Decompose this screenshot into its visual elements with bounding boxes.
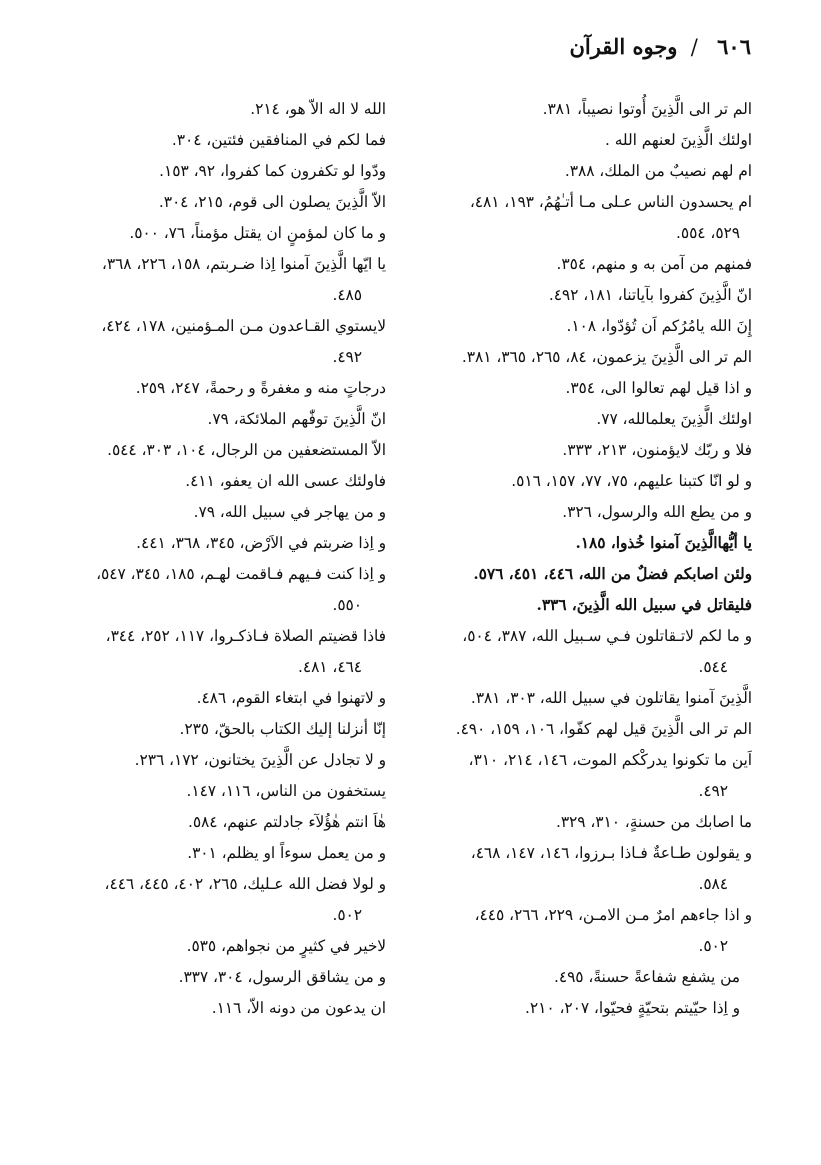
index-column-right: [432, 94, 752, 1024]
index-entry: من يشفع شفاعةً حسنةً، ٤٩٥.: [553, 968, 740, 986]
index-entry: و من يشاقق الرسول، ٣٠٤، ٣٣٧.: [178, 968, 386, 986]
index-entry: ما اصابك من حسنةٍ، ٣١٠، ٣٢٩.: [555, 813, 752, 831]
index-entry: فاذا قضيتم الصلاة فـاذكـروا، ١١٧، ٢٥٢، ٣٤٤،: [105, 627, 386, 645]
book-title: وجوه القرآن: [569, 34, 678, 59]
index-entry-continuation: ٤٩٢.: [332, 348, 362, 366]
index-entry: الم تر الى الَّذِينَ قيل لهم كفّوا، ١٠٦، ١٥٩، ٤٩٠.: [455, 720, 752, 738]
index-entry: فليقاتل في سبيل الله الَّذِينَ، ٣٣٦.: [536, 596, 752, 614]
index-entry: الله لا اله الاّ هو، ٢١٤.: [250, 100, 386, 118]
index-entry: اولئك الَّذِينَ يعلمالله، ٧٧.: [596, 410, 752, 428]
index-entry: و من يطع الله والرسول، ٣٢٦.: [562, 503, 752, 521]
index-entry: الاّ الَّذِينَ يصلون الى قوم، ٢١٥، ٣٠٤.: [158, 193, 386, 211]
index-entry: و اذا قيل لهم تعالوا الى، ٣٥٤.: [565, 379, 752, 397]
index-entry-continuation: ٤٩٢.: [698, 782, 728, 800]
index-entry: فاولئك عسى الله ان يعفو، ٤١١.: [185, 472, 386, 490]
index-entry: انّ الَّذِينَ توفّٰهم الملائكة، ٧٩.: [207, 410, 386, 428]
index-entry: و من يعمل سوءاً او يظلم، ٣٠١.: [187, 844, 386, 862]
index-entry: ام يحسدون الناس عـلى مـا أتـٰهُمُ، ١٩٣، ٤٨١،: [469, 193, 752, 211]
index-entry-continuation: ٥٢٩، ٥٥٤.: [676, 224, 740, 242]
index-entry: و لا تجادل عن الَّذِينَ يختانون، ١٧٢، ٢٣٦.: [134, 751, 386, 769]
index-entry: و ما كان لمؤمنٍ ان يقتل مؤمناً، ٧٦، ٥٠٠.: [129, 224, 386, 242]
index-entry-continuation: ٥٠٢.: [332, 906, 362, 924]
index-entry: الم تر الى الَّذِينَ أُوتوا نصيباً، ٣٨١.: [542, 100, 752, 118]
index-entry: ام لهم نصيبٌ من الملك، ٣٨٨.: [564, 162, 752, 180]
index-entry: الم تر الى الَّذِينَ يزعمون، ٨٤، ٢٦٥، ٣٦٥، ٣٨١.: [461, 348, 752, 366]
index-entry: و اِذا حيّيتم بتحيّةٍ فحيّوا، ٢٠٧، ٢١٠.: [525, 999, 740, 1017]
index-entry: يا ايّها الَّذِينَ آمنوا اِذا ضـربتم، ١٥٨، ٢٢٦، ٣٦٨،: [101, 255, 386, 273]
index-entry: لاخير في كثيرٍ من نجواهم، ٥٣٥.: [186, 937, 386, 955]
index-entry: فما لكم في المنافقين فئتين، ٣٠٤.: [171, 131, 386, 149]
index-entry: اولئك الَّذِينَ لعنهم الله .: [604, 131, 752, 149]
index-entry-continuation: ٥٨٤.: [698, 875, 728, 893]
index-entry: و من يهاجر في سبيل الله، ٧٩.: [193, 503, 386, 521]
index-entry: ان يدعون من دونه الاّ، ١١٦.: [211, 999, 386, 1017]
index-entry: انّ الَّذِينَ كفروا بآياتنا، ١٨١، ٤٩٢.: [548, 286, 752, 304]
index-entry: إِنَ الله يامُرُكم اَن تُؤدّوا، ١٠٨.: [566, 317, 752, 335]
index-entry-continuation: ٥٠٢.: [698, 937, 728, 955]
index-entry: الاّ المستضعفين من الرجال، ١٠٤، ٣٠٣، ٥٤٤.: [107, 441, 386, 459]
index-entry: الَّذِينَ آمنوا يقاتلون في سبيل الله، ٣٠٣، ٣٨١.: [470, 689, 752, 707]
header-separator: /: [690, 35, 698, 59]
index-entry-continuation: ٤٦٤، ٤٨١.: [298, 658, 362, 676]
page-number: ٦٠٦: [717, 34, 751, 59]
index-entry: ودّوا لو تكفرون كما كفروا، ٩٢، ١٥٣.: [159, 162, 386, 180]
index-entry: لايستوي القـاعدون مـن المـؤمنين، ١٧٨، ٤٢٤،: [101, 317, 386, 335]
index-entry: درجاتٍ منه و مغفرةً و رحمةً، ٢٤٧، ٢٥٩.: [135, 379, 386, 397]
index-entry: اَين ما تكونوا يدركْكم الموت، ١٤٦، ٢١٤، ٣١٠،: [468, 751, 752, 769]
index-entry-continuation: ٤٨٥.: [332, 286, 362, 304]
index-entry-continuation: ٥٤٤.: [698, 658, 728, 676]
index-entry: و يقولون طـاعةٌ فـاذا بـرزوا، ١٤٦، ١٤٧، ٤٦٨،: [470, 844, 752, 862]
index-entry: و لو انّا كتبنا عليهم، ٧٥، ٧٧، ١٥٧، ٥١٦.: [511, 472, 752, 490]
index-entry: إنّا أنزلنا إليك الكتاب بالحقّ، ٢٣٥.: [179, 720, 386, 738]
index-entry: هٰاَ انتم هٰؤُلآء جادلتم عنهم، ٥٨٤.: [187, 813, 386, 831]
index-entry: و لاتهنوا في ابتغاء القوم، ٤٨٦.: [196, 689, 386, 707]
index-entry: و لولا فضل الله عـليك، ٢٦٥، ٤٠٢، ٤٤٥، ٤٤٦،: [104, 875, 386, 893]
index-entry: و ما لكم لاتـقاتلون فـي سـبيل الله، ٣٨٧، ٥٠٤،: [462, 627, 752, 645]
index-entry: فمنهم من آمن به و منهم، ٣٥٤.: [556, 255, 752, 273]
index-entry: يستخفون من الناس، ١١٦، ١٤٧.: [186, 782, 386, 800]
index-entry: و اِذا ضربتم في الاَرْض، ٣٤٥، ٣٦٨، ٤٤١.: [136, 534, 386, 552]
index-entry: ولئن اصابكم فضلٌ من الله، ٤٤٦، ٤٥١، ٥٧٦.: [473, 565, 752, 583]
page-header: [569, 34, 751, 59]
index-column-left: [61, 94, 386, 1024]
index-entry: فلا و ربّك لايؤمنون، ٢١٣، ٣٣٣.: [562, 441, 752, 459]
index-entry: يا أيُّهاالَّذِينَ آمنوا خُذوا، ١٨٥.: [575, 534, 752, 552]
index-entry: و اذا جاءهم امرٌ مـن الامـن، ٢٢٩، ٢٦٦، ٤٤٥،: [474, 906, 752, 924]
index-entry: و اِذا كنت فـيهم فـاقمت لهـم، ١٨٥، ٣٤٥، ٥٤٧،: [96, 565, 386, 583]
index-entry-continuation: ٥٥٠.: [332, 596, 362, 614]
